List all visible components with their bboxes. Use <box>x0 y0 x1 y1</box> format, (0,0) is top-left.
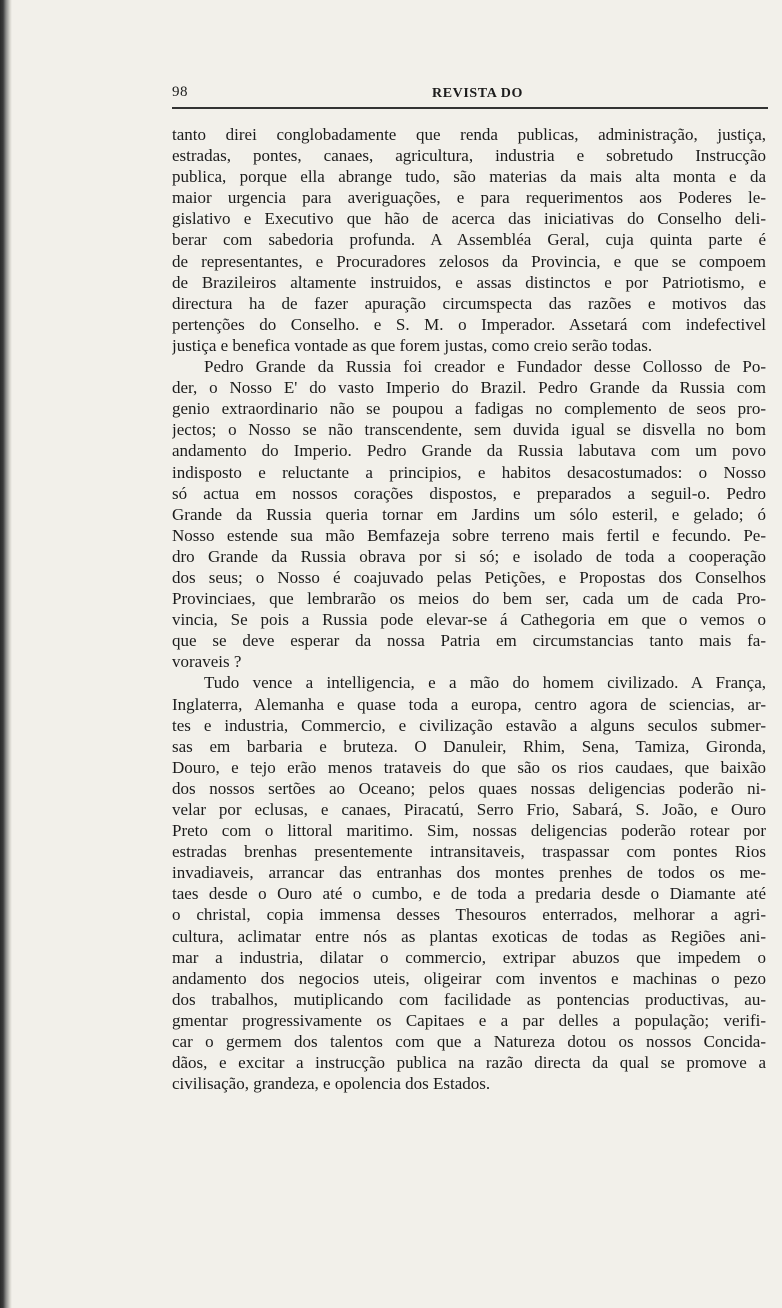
text-line: Nosso estende sua mão Bemfazeja sobre terreno mais fertil e fecundo. Pe- <box>172 525 766 545</box>
text-line: dos trabalhos, mutiplicando com facilidade as pontencias productivas, au- <box>172 989 766 1009</box>
text-line: dãos, e excitar a instrucção publica na razão directa da qual se promove a <box>172 1053 766 1073</box>
text-line: sas em barbaria e bruteza. O Danuleir, Rhim, Sena, Tamiza, Gironda, <box>172 736 766 756</box>
text-line: taes desde o Ouro até o cumbo, e de toda a predaria desde o Diamante até <box>172 884 766 904</box>
text-line: jectos; o Nosso se não transcendente, sem duvida igual se disvella no bom <box>172 420 766 440</box>
text-line: publica, porque ella abrange tudo, são materias da mais alta monta e da <box>172 167 766 187</box>
text-line: Provinciaes, que lembrarão os meios do bem ser, cada um de cada Pro- <box>172 589 766 609</box>
text-line: estradas, pontes, canaes, agricultura, industria e sobretudo Instrucção <box>172 146 766 166</box>
text-line: dro Grande da Russia obrava por si só; e isolado de toda a cooperação <box>172 546 766 566</box>
text-line: gmentar progressivamente os Capitaes e a par delles a população; verifi- <box>172 1010 766 1030</box>
text-line: andamento do Imperio. Pedro Grande da Russia labutava com um povo <box>172 441 766 461</box>
text-line: invadiaveis, arrancar das entranhas dos montes prenhes de todos os me- <box>172 863 766 883</box>
text-line: gislativo e Executivo que hão de acerca das iniciativas do Conselho deli- <box>172 209 766 229</box>
text-line: pertenções do Conselho. e S. M. o Imperador. Assetará com indefectivel <box>172 314 766 334</box>
text-line: genio extraordinario não se poupou a fadigas no complemento de seos pro- <box>172 399 766 419</box>
text-line: maior urgencia para averiguações, e para requerimentos aos Poderes le- <box>172 188 766 208</box>
text-line: estradas brenhas presentemente intransitaveis, traspassar com pontes Rios <box>172 842 766 862</box>
text-line: Douro, e tejo erão menos trataveis do que são os rios caudaes, que baixão <box>172 757 766 777</box>
text-line: tanto direi conglobadamente que renda publicas, administração, justiça, <box>172 125 766 144</box>
text-line: civilisação, grandeza, e opolencia dos Estados. <box>172 1074 491 1094</box>
text-line: mar a industria, dilatar o commercio, extripar abuzos que impedem o <box>172 947 766 967</box>
page-number: 98 <box>172 84 188 100</box>
text-line: voraveis ? <box>172 652 242 672</box>
running-head: REVISTA DO <box>432 86 523 101</box>
body-text <box>172 124 766 1094</box>
text-line: o christal, copia immensa desses Thesouros enterrados, melhorar a agri- <box>172 905 766 925</box>
text-line: car o germem dos talentos com que a Natureza dotou os nossos Concida- <box>172 1032 766 1052</box>
text-line: de representantes, e Procuradores zelosos da Provincia, e que se compoem <box>172 251 766 271</box>
text-line: velar por eclusas, e canaes, Piracatú, Serro Frio, Sabará, S. João, e Ouro <box>172 800 766 819</box>
text-line: directura ha de fazer apuração circumspecta das razões e motivos das <box>172 293 766 313</box>
text-line: Inglaterra, Alemanha e quase toda a europa, centro agora de sciencias, ar- <box>172 694 766 714</box>
text-line: dos seus; o Nosso é coajuvado pelas Petições, e Propostas dos Conselhos <box>172 567 766 587</box>
text-line: indisposto e reluctante a principios, e habitos desacostumados: o Nosso <box>172 462 766 482</box>
header-rule <box>172 107 768 109</box>
text-line: andamento dos negocios uteis, oligeirar com inventos e machinas o pezo <box>172 968 766 988</box>
text-line: dos nossos sertões ao Oceano; pelos quaes nossas deligencias poderão ni- <box>172 778 766 798</box>
text-line: que se deve esperar da nossa Patria em circumstancias tanto mais fa- <box>172 631 766 651</box>
text-line: Preto com o littoral maritimo. Sim, nossas deligencias poderão rotear por <box>172 821 766 841</box>
text-line: cultura, aclimatar entre nós as plantas exoticas de todas as Regiões ani- <box>172 926 766 946</box>
text-line: berar com sabedoria profunda. A Assembléa Geral, cuja quinta parte é <box>172 230 766 250</box>
text-line: vincia, Se pois a Russia pode elevar-se á Cathegoria em que o vemos o <box>172 610 766 630</box>
text-line: justiça e benefica vontade as que forem justas, como creio serão todas. <box>172 335 653 355</box>
text-line: Tudo vence a intelligencia, e a mão do homem civilizado. A França, <box>204 673 766 693</box>
text-line: de Brazileiros altamente instruidos, e assas distinctos e por Patriotismo, e <box>172 272 766 292</box>
text-line: tes e industria, Commercio, e civilização estavão a alguns seculos submer- <box>172 715 766 735</box>
text-line: der, o Nosso E' do vasto Imperio do Brazil. Pedro Grande da Russia com <box>172 378 766 398</box>
text-line: Grande da Russia queria tornar em Jardins um sólo esteril, e gelado; ó <box>172 504 766 524</box>
page-header <box>170 82 770 106</box>
text-line: só actua em nossos corações dispostos, e preparados a seguil-o. Pedro <box>172 483 766 503</box>
text-line: Pedro Grande da Russia foi creador e Fundador desse Collosso de Po- <box>204 357 766 377</box>
